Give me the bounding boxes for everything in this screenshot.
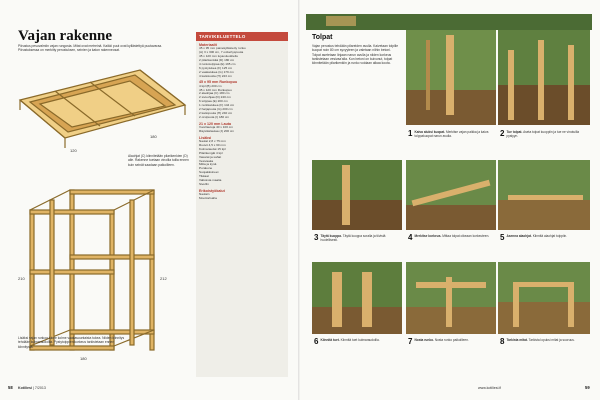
step-4-photo	[406, 160, 496, 230]
step-8-art	[498, 262, 590, 334]
sidebar-item: Naulain	[199, 192, 210, 197]
svg-text:180: 180	[80, 356, 87, 361]
sidebar-header: TARVIKELUETTELO	[196, 32, 288, 41]
step-6-art	[312, 262, 402, 334]
step-number: 4	[408, 233, 413, 242]
step-heading: Tarkista mitat.	[506, 338, 528, 342]
step-2-art	[498, 30, 590, 125]
step-heading: Nosta runko.	[414, 338, 434, 342]
sidebar-item: 2 harjapuuta (G) 200 cm	[199, 107, 233, 112]
step-3-photo	[312, 160, 402, 230]
step-number: 3	[314, 233, 319, 242]
sidebar-item: 45 x 120 mm lujuusluokiteltu	[199, 54, 239, 59]
svg-text:212: 212	[160, 276, 167, 281]
step-3-art	[312, 160, 402, 230]
sidebar-item: Suojakäsineet	[199, 170, 219, 175]
callout-text-a: Alaohjat (C) kiinnitetään pilarikenkien (D) alle. Rakenne tuetaan vinoilla tuilla ennen kuin seinät saadaan paikoilleen.	[128, 154, 189, 167]
sidebar-item: Naulat 2,8 x 75 mm	[199, 139, 226, 144]
step-heading: Asenna alaohjat.	[506, 234, 532, 238]
step-5-art	[498, 160, 590, 230]
sidebar-item: 2 orsipuuta (I) 180 cm	[199, 114, 230, 119]
footer-brand: Kotiliesi	[18, 386, 32, 390]
sidebar-item: Pilarikengät 4 kpl	[199, 150, 223, 155]
sidebar-item: Valkoista maalia	[199, 178, 222, 183]
sidebar-section	[196, 122, 288, 134]
step-number: 1	[408, 129, 413, 138]
sidebar-item: (A) 3 x 300 cm, 7 ovikehyspuuta	[199, 50, 244, 55]
page-number-right: 59	[585, 385, 590, 390]
step-heading: Merkitse korkeus.	[414, 234, 442, 238]
sidebar-item: Mitta ja kynä	[199, 162, 217, 167]
step-1-photo	[406, 30, 496, 125]
footer-left: Kotiliesi | 7/2013	[18, 386, 46, 390]
step-7-photo	[406, 262, 496, 334]
sidebar-item: 6 pystytukea (F) 125 cm	[199, 65, 233, 70]
step-4-art	[406, 160, 496, 230]
sidebar-item: Vasarat ja sahat	[199, 154, 222, 159]
section-body: Vajan perustus tehdään pilareiden avulla. Kaivetaan tolpille kuopat noin 80 cm syvyyteen ja valetaan niihin betoni. Tolpat asetetaan linjaan narun avulla ja niiden korkeus tarkistetaan vesivaa'alla. Kun betoni on kuivunut, tolpat kiinnitetään pilarikenkiin ja runko voidaan alkaa koota.	[312, 44, 399, 66]
step-heading: Täytä kuoppa.	[320, 234, 342, 238]
step-number: 7	[408, 337, 413, 346]
sidebar-item: 2 alaohjaa (C) 180 cm	[199, 91, 230, 96]
sidebar-item: Sivellin	[199, 182, 209, 186]
footer-issue: 7/2013	[34, 386, 46, 390]
sidebar-item: Räystäslautaa (J) 200 cm	[199, 128, 235, 133]
footer-url: www.kotiliesi.fi	[478, 386, 502, 390]
section-title: Tolpat	[312, 34, 333, 41]
step-text: Nosta runko paikoilleen.	[434, 338, 469, 342]
header-photo	[306, 14, 592, 30]
sidebar-section	[196, 136, 288, 187]
sidebar-item: Moottorisaha	[199, 196, 217, 201]
sidebar-item: 4 kattotuolia (H) 243 cm	[199, 73, 232, 78]
step-5-caption	[500, 234, 588, 241]
sidebar-item: 4 kpl (B) 200 cm	[199, 83, 222, 88]
sidebar-item: 2 kattopuuta (H) 240 cm	[199, 111, 233, 115]
step-text: Tarkista lopuksi mitat ja suoruus.	[528, 338, 575, 342]
step-3-caption	[314, 234, 400, 242]
svg-text:210: 210	[18, 276, 25, 281]
sidebar-heading: 45 x 95 mm Runkopuu	[199, 80, 238, 85]
sidebar-item: 2 vaakatukea (G) 179 cm	[199, 69, 234, 74]
wall-frame-illustration	[30, 190, 154, 350]
sidebar-item: Vuorilautoja 40 x 100 cm	[199, 125, 233, 130]
sidebar-item: Kulmaraudat 15 kpl	[199, 146, 226, 151]
sidebar-item: Ruuvit 4,5 x 60 mm	[199, 142, 226, 147]
svg-text:120: 120	[70, 148, 77, 153]
step-heading: Kaiva aluksi kuopat.	[414, 130, 446, 134]
callout-text-b: Lisäksi vajan runkoa tukee kolme vaakasuuntaista tukea. Niiden kiinnitys tehdään kulmaraudoilla. Pystytolppien korkeus tarkistetaan ennen kiinnitystä.	[18, 336, 125, 349]
base-frame-illustration	[20, 70, 185, 148]
step-7-caption	[408, 338, 494, 345]
step-number: 6	[314, 337, 319, 346]
svg-text:180: 180	[150, 134, 157, 139]
shed-frame-drawing	[10, 60, 195, 370]
step-5-photo	[498, 160, 590, 230]
sidebar-item: Porakone	[199, 166, 213, 171]
step-6-photo	[312, 262, 402, 334]
sidebar-item: 4 runkotolppaa (E) 195 cm	[199, 61, 236, 66]
materials-sidebar	[196, 32, 288, 377]
sidebar-heading: Lisäksi	[199, 135, 212, 140]
step-heading: Kiinnitä tuet.	[320, 338, 340, 342]
step-text: Merkitse vajan paikka ja kaiva tolppakuopat narun avulla.	[414, 130, 489, 139]
sidebar-item: 6 tolppaa (E) 200 cm	[199, 99, 228, 104]
sidebar-item: 45 x 95 mm painekyllästetty runko	[199, 46, 246, 51]
step-number: 5	[500, 233, 505, 242]
step-text: Aseta tolpat kuoppiin ja tue ne vinotuilla pystyyn.	[506, 130, 580, 139]
sidebar-section	[196, 189, 288, 201]
page-title: Vajan rakenne	[18, 28, 113, 44]
sidebar-item: 1 nurkkatukea (F) 144 cm	[199, 103, 235, 108]
step-heading: Tue tolpat.	[506, 130, 523, 134]
sidebar-heading: Materiaalit	[199, 43, 217, 47]
step-2-caption	[500, 130, 588, 138]
step-4-caption	[408, 234, 494, 241]
sidebar-section	[196, 43, 288, 78]
step-7-art	[406, 262, 496, 334]
step-text: Kiinnitä tuet kulmaraudoilla.	[340, 338, 380, 342]
step-number: 2	[500, 129, 505, 138]
step-1-caption	[408, 130, 494, 138]
sidebar-item: Tikkaat	[199, 174, 209, 179]
step-2-photo	[498, 30, 590, 125]
header-photo-art	[306, 14, 592, 30]
step-8-caption	[500, 338, 588, 345]
step-1-art	[406, 30, 496, 125]
intro-text: Piirustus pesuvalmiin vajan rungosta. Mitat ovat metreinä. Kaikki puut ovat kyllästettyä puutavaraa. Piirustuksessa on merkitty perustuksen, seinien ja katon rakenneosat.	[18, 44, 163, 53]
sidebar-item: 45 x 120 mm Runkopuu	[199, 87, 232, 92]
step-8-photo	[498, 262, 590, 334]
step-number: 8	[500, 337, 505, 346]
sidebar-item: 2 pilarikenkää (D) 180 cm	[199, 57, 235, 62]
sidebar-item: 2 sivuohjaa (D) 240 cm	[199, 95, 231, 100]
sidebar-heading: 21 x 120 mm Lauta	[199, 121, 231, 126]
sidebar-section	[196, 80, 288, 119]
step-text: Täytä kuoppa soralla ja tiivistä huolellisesti.	[320, 234, 386, 243]
page-number-left: 58	[8, 385, 13, 390]
step-text: Mittaa tolpat oikeaan korkeuteen.	[442, 234, 490, 238]
sidebar-item: Vesivaaka	[199, 158, 214, 163]
sidebar-heading: Erikoistyökalut	[199, 188, 225, 193]
step-text: Kiinnitä alaohjat tolppiin.	[532, 234, 568, 238]
step-6-caption	[314, 338, 400, 345]
